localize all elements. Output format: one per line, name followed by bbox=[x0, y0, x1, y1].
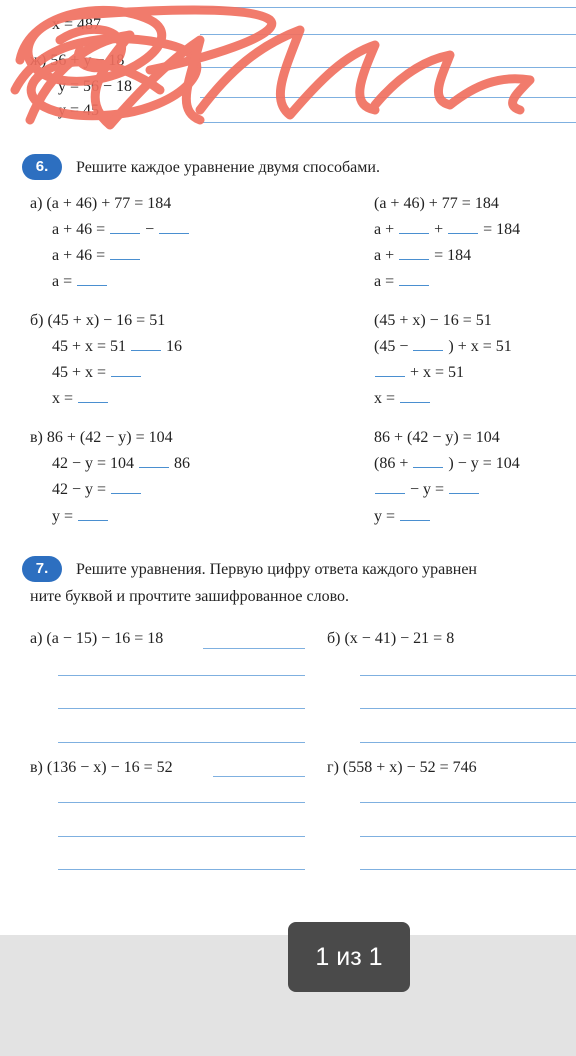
equation-6b-left: б) (45 + x) − 16 = 51 bbox=[30, 312, 166, 329]
step-row bbox=[52, 364, 142, 382]
step-row bbox=[374, 273, 430, 291]
answer-blank[interactable] bbox=[413, 350, 443, 351]
answer-blank[interactable] bbox=[399, 285, 429, 286]
equation-7b: б) (x − 41) − 21 = 8 bbox=[327, 630, 455, 647]
equation-6v-left: в) 86 + (42 − y) = 104 bbox=[30, 429, 173, 446]
answer-blank[interactable] bbox=[78, 402, 108, 403]
task-7-title-line-2: ните буквой и прочтите зашифрованное слово. bbox=[30, 588, 350, 605]
step-text: = 184 bbox=[483, 221, 521, 238]
step-text: ) + x = 51 bbox=[448, 338, 512, 355]
answer-line[interactable] bbox=[360, 742, 576, 743]
answer-blank[interactable] bbox=[413, 467, 443, 468]
step-text: a + 46 = bbox=[52, 247, 106, 264]
step-row bbox=[374, 481, 480, 499]
step-row bbox=[52, 273, 108, 291]
step-row bbox=[52, 481, 142, 499]
answer-blank[interactable] bbox=[111, 376, 141, 377]
step-text: y = bbox=[52, 508, 74, 525]
answer-blank[interactable] bbox=[159, 233, 189, 234]
step-text: a + bbox=[374, 247, 395, 264]
page-indicator: 1 из 1 bbox=[288, 922, 410, 992]
step-text: 45 + x = 51 bbox=[52, 338, 127, 355]
equation-6a-right: (a + 46) + 77 = 184 bbox=[374, 195, 499, 212]
task-7-title-line-1: Решите уравнения. Первую цифру ответа каждого уравнен bbox=[76, 561, 477, 578]
step-text: 42 − y = bbox=[52, 481, 107, 498]
step-row bbox=[52, 390, 109, 408]
equation-6v-right: 86 + (42 − y) = 104 bbox=[374, 429, 500, 446]
answer-line[interactable] bbox=[360, 708, 576, 709]
step-text: = 184 bbox=[434, 247, 472, 264]
step-text: x = bbox=[374, 390, 396, 407]
step-row bbox=[52, 455, 190, 473]
operator: − bbox=[145, 221, 155, 238]
step-row bbox=[52, 508, 109, 526]
task-7-badge: 7. bbox=[22, 556, 62, 582]
step-text: (86 + bbox=[374, 455, 409, 472]
fragment-line: y = 45 bbox=[58, 102, 100, 119]
step-text: 16 bbox=[166, 338, 183, 355]
step-row bbox=[374, 390, 431, 408]
fragment-line: x = 487 bbox=[52, 16, 102, 33]
answer-line[interactable] bbox=[360, 836, 576, 837]
answer-blank[interactable] bbox=[110, 259, 140, 260]
answer-blank[interactable] bbox=[400, 402, 430, 403]
answer-line[interactable] bbox=[58, 742, 305, 743]
answer-blank[interactable] bbox=[448, 233, 478, 234]
step-row bbox=[374, 247, 471, 265]
operator: + bbox=[434, 221, 444, 238]
equation-6b-right: (45 + x) − 16 = 51 bbox=[374, 312, 492, 329]
answer-line[interactable] bbox=[360, 802, 576, 803]
step-text: a + 46 = bbox=[52, 221, 106, 238]
fragment-line: y = 56 − 18 bbox=[58, 78, 133, 95]
answer-line[interactable] bbox=[203, 648, 305, 649]
step-row bbox=[374, 364, 464, 382]
equation-7v: в) (136 − x) − 16 = 52 bbox=[30, 759, 173, 776]
answer-line[interactable] bbox=[58, 675, 305, 676]
answer-blank[interactable] bbox=[110, 233, 140, 234]
step-text: + x = 51 bbox=[410, 364, 465, 381]
answer-line[interactable] bbox=[58, 869, 305, 870]
step-text: y = bbox=[374, 508, 396, 525]
answer-blank[interactable] bbox=[399, 233, 429, 234]
step-text: ) − y = 104 bbox=[448, 455, 520, 472]
answer-blank[interactable] bbox=[399, 259, 429, 260]
answer-blank[interactable] bbox=[449, 493, 479, 494]
answer-blank[interactable] bbox=[78, 520, 108, 521]
step-text: 86 bbox=[174, 455, 191, 472]
step-text: x = bbox=[52, 390, 74, 407]
answer-line[interactable] bbox=[58, 708, 305, 709]
equation-6a-left: а) (a + 46) + 77 = 184 bbox=[30, 195, 172, 212]
answer-blank[interactable] bbox=[139, 467, 169, 468]
answer-line[interactable] bbox=[58, 802, 305, 803]
step-text: 42 − y = 104 bbox=[52, 455, 135, 472]
step-row bbox=[374, 338, 512, 356]
scribble-overlay bbox=[0, 0, 576, 140]
answer-blank[interactable] bbox=[400, 520, 430, 521]
step-text: a = bbox=[52, 273, 73, 290]
answer-line[interactable] bbox=[58, 836, 305, 837]
step-text: 45 + x = bbox=[52, 364, 107, 381]
answer-blank[interactable] bbox=[375, 376, 405, 377]
step-text: − y = bbox=[410, 481, 445, 498]
step-row bbox=[374, 508, 431, 526]
step-row bbox=[52, 338, 182, 356]
step-row bbox=[374, 221, 520, 239]
equation-7a: а) (a − 15) − 16 = 18 bbox=[30, 630, 164, 647]
task-6-badge: 6. bbox=[22, 154, 62, 180]
answer-blank[interactable] bbox=[131, 350, 161, 351]
step-text: a + bbox=[374, 221, 395, 238]
answer-line[interactable] bbox=[360, 869, 576, 870]
step-row bbox=[52, 221, 190, 239]
step-text: (45 − bbox=[374, 338, 409, 355]
equation-7g: г) (558 + x) − 52 = 746 bbox=[327, 759, 477, 776]
answer-blank[interactable] bbox=[375, 493, 405, 494]
answer-line[interactable] bbox=[360, 675, 576, 676]
answer-line[interactable] bbox=[213, 776, 305, 777]
task-6-title: Решите каждое уравнение двумя способами. bbox=[76, 159, 380, 176]
fragment-label: ж) 56 + y − 18 bbox=[30, 52, 125, 69]
answer-blank[interactable] bbox=[77, 285, 107, 286]
step-row bbox=[374, 455, 520, 473]
step-row bbox=[52, 247, 141, 265]
answer-blank[interactable] bbox=[111, 493, 141, 494]
step-text: a = bbox=[374, 273, 395, 290]
